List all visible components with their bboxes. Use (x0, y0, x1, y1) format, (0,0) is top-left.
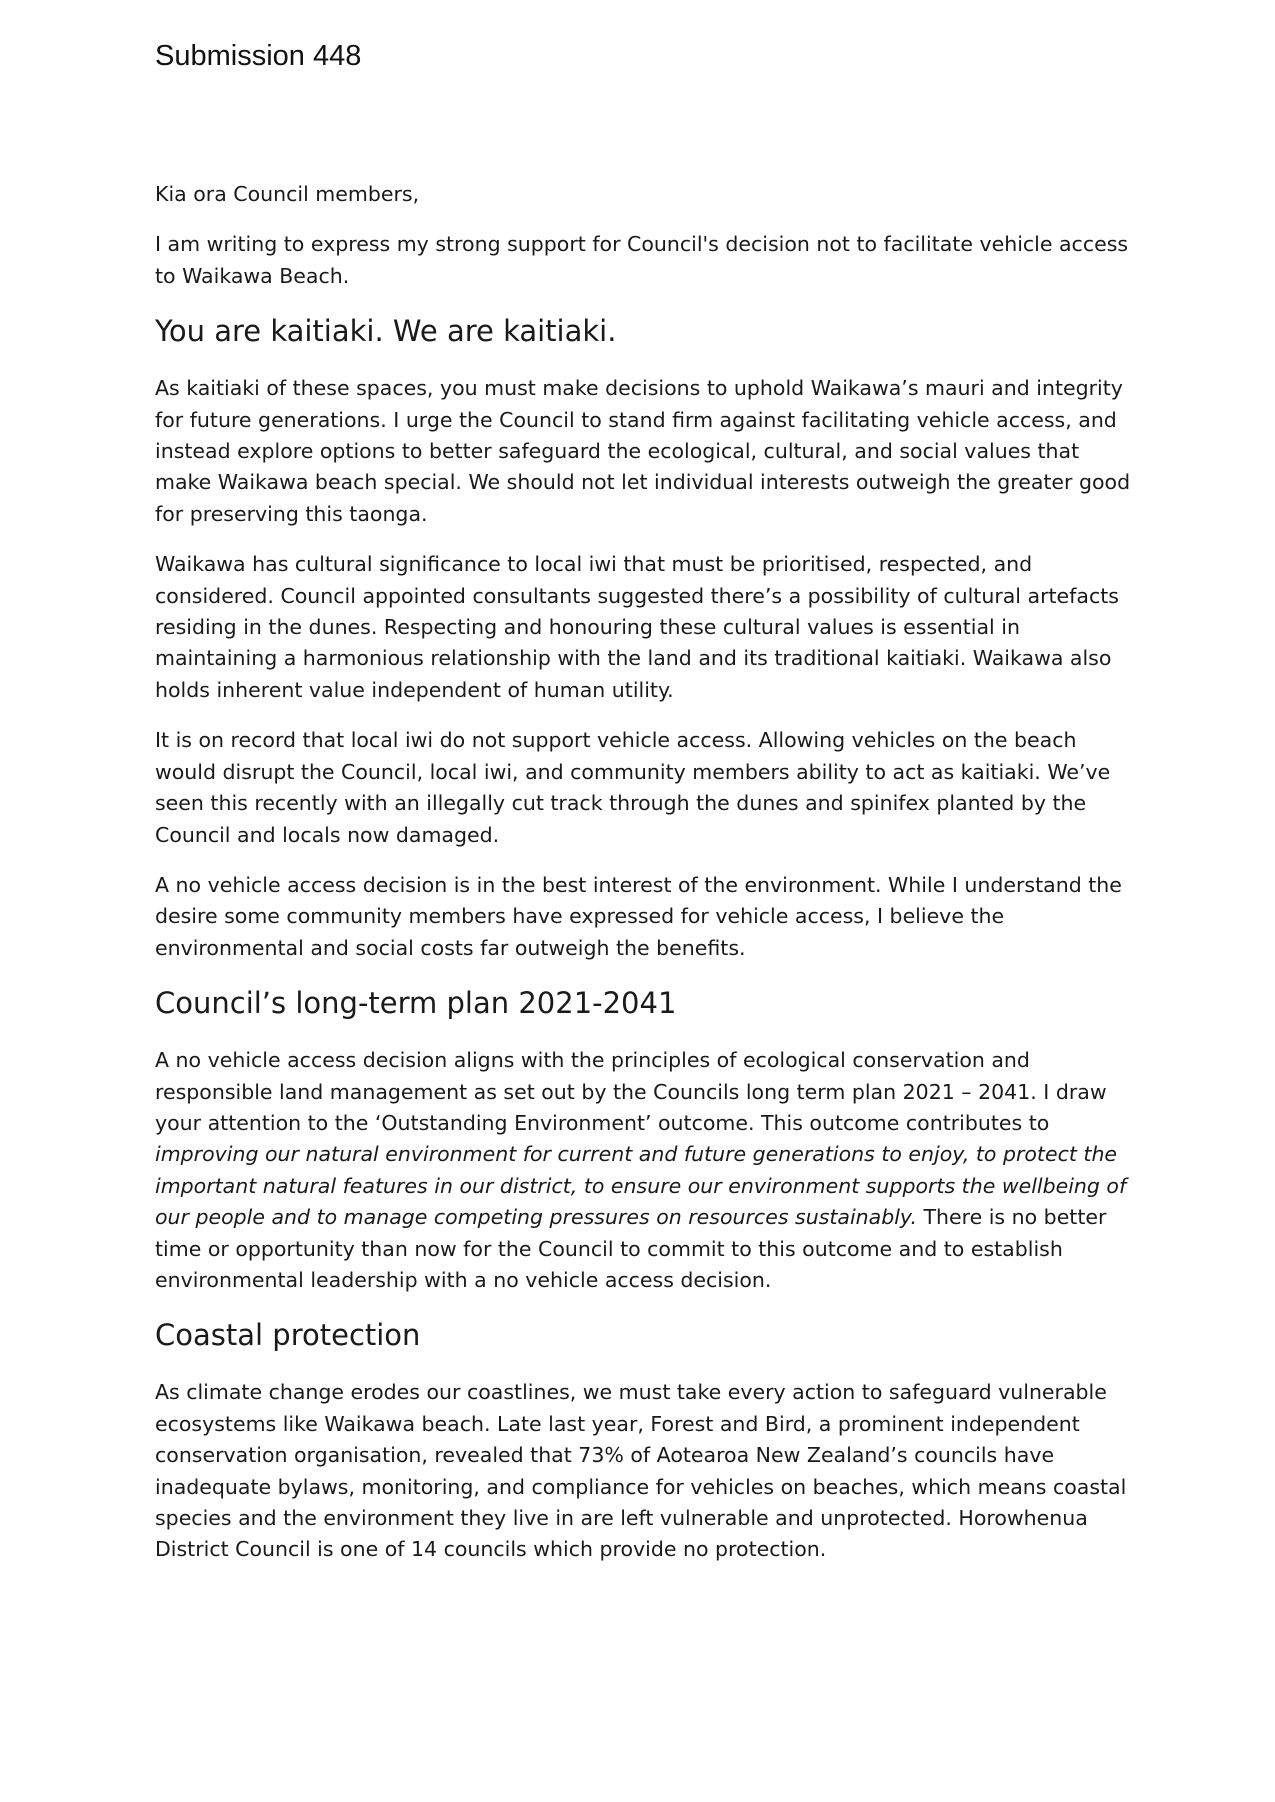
section-heading-long-term-plan: Council’s long-term plan 2021-2041 (155, 986, 677, 1021)
paragraph-lead: A no vehicle access decision aligns with the principles of ecological conservation and responsible land management as set out by the Councils long term plan 2021 – 2041. I draw your attention to the ‘Outstanding Environment’ outcome. This outcome contributes to (155, 1048, 1107, 1135)
intro-paragraph: I am writing to express my strong support for Council's decision not to facilitate vehicle access to Waikawa Beach. (155, 232, 1129, 288)
paragraph: Waikawa has cultural significance to local iwi that must be prioritised, respected, and considered. Council appointed consultants suggested there’s a possibility of cultural artefacts residing in the dunes. Respecting and honouring these cultural values is essential in maintaining a harmonious relationship with the land and its traditional kaitiaki. Waikawa also holds inherent value independent of human utility. (155, 552, 1119, 702)
paragraph: It is on record that local iwi do not support vehicle access. Allowing vehicles on the beach would disrupt the Council, local iwi, and community members ability to act as kaitiaki. We’ve seen this recently with an illegally cut track through the dunes and spinifex planted by the Council and locals now damaged. (155, 728, 1111, 847)
plan-quote: improving our natural environment for current and future generations to enjoy, to protect the important natural features in our district, to ensure our environment supports the wellbeing of our people and to manage competing pressures on resources sustainably. (155, 1142, 1127, 1230)
paragraph-long-term-plan (155, 1045, 1140, 1296)
submission-label: Submission 448 (155, 40, 362, 72)
paragraph: As climate change erodes our coastlines, we must take every action to safeguard vulnerable ecosystems like Waikawa beach. Late last year, Forest and Bird, a prominent independent conservation organisation, revealed that 73% of Aotearoa New Zealand’s councils have inadequate bylaws, monitoring, and compliance for vehicles on beaches, which means coastal species and the environment they live in are left vulnerable and unprotected. Horowhenua District Council is one of 14 councils which provide no protection. (155, 1380, 1127, 1562)
section-heading-kaitiaki: You are kaitiaki. We are kaitiaki. (155, 314, 617, 349)
section-heading-coastal-protection: Coastal protection (155, 1318, 421, 1353)
paragraph-tail: There is no better time or opportunity than now for the Council to commit to this outcome and to establish environmental leadership with a no vehicle access decision. (155, 1205, 1107, 1292)
paragraph: A no vehicle access decision is in the best interest of the environment. While I understand the desire some community members have expressed for vehicle access, I believe the environmental and social costs far outweigh the benefits. (155, 872, 1122, 960)
paragraph: As kaitiaki of these spaces, you must make decisions to uphold Waikawa’s mauri and integrity for future generations. I urge the Council to stand firm against facilitating vehicle access, and instead explore options to better safeguard the ecological, cultural, and social values that make Waikawa beach special. We should not let individual interests outweigh the greater good for preserving this taonga. (155, 376, 1131, 526)
letter-body (155, 179, 1140, 1585)
salutation: Kia ora Council members, (155, 182, 420, 206)
